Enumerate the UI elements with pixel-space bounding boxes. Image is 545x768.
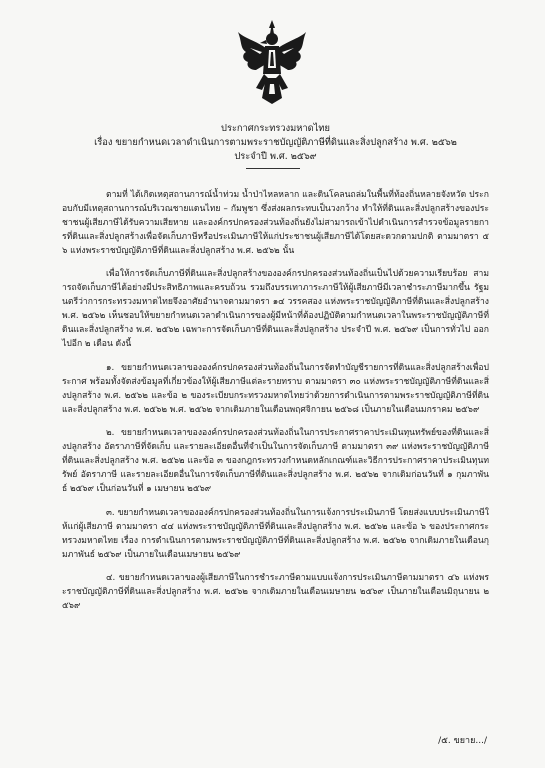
- subject-line: เรื่อง ขยายกำหนดเวลาดำเนินการตามพระราชบัญญัติภาษีที่ดินและสิ่งปลูกสร้าง พ.ศ. ๒๕๖๒: [94, 137, 457, 148]
- paragraph-item-1: ๑. ขยายกำหนดเวลาขององค์กรปกครองส่วนท้องถิ่นในการจัดทำบัญชีรายการที่ดินและสิ่งปลูกสร้างเพื่อประกาศ พร้อมทั้งจัดส่งข้อมูลที่เกี่ยวข้องให้ผู้เสียภาษีแต่ละรายทราบ ตามมาตรา ๓๐ แห่งพระราชบัญญัติภาษีที่ดินและสิ่งปลูกสร้าง พ.ศ. ๒๕๖๒ และข้อ ๒ ของระเบียบกระทรวงมหาดไทยว่าด้วยการดำเนินการตามพระราชบัญญัติภาษีที่ดินและสิ่งปลูกสร้าง พ.ศ. ๒๕๖๒ พ.ศ. ๒๕๖๒ จากเดิมภายในเดือนพฤศจิกายน ๒๕๖๘ เป็นภายในเดือนมกราคม ๒๕๖๙: [62, 362, 489, 415]
- announcement-body: [62, 188, 489, 622]
- org-title: ประกาศกระทรวงมหาดไทย: [221, 123, 330, 134]
- page-continuation: /๕. ขยาย.../: [438, 736, 487, 746]
- garuda-emblem-icon: [236, 18, 308, 104]
- paragraph-item-3: ๓. ขยายกำหนดเวลาขององค์กรปกครองส่วนท้องถิ่นในการแจ้งการประเมินภาษี โดยส่งแบบประเมินภาษีให้แก่ผู้เสียภาษี ตามมาตรา ๔๔ แห่งพระราชบัญญัติภาษีที่ดินและสิ่งปลูกสร้าง พ.ศ. ๒๕๖๒ และข้อ ๖ ของประกาศกระทรวงมหาดไทย เรื่อง การดำเนินการตามพระราชบัญญัติภาษีที่ดินและสิ่งปลูกสร้าง พ.ศ. ๒๕๖๒ จากเดิมภายในเดือนกุมภาพันธ์ ๒๕๖๙ เป็นภายในเดือนเมษายน ๒๕๖๙: [62, 507, 489, 560]
- paragraph-item-2: ๒. ขยายกำหนดเวลาขององค์กรปกครองส่วนท้องถิ่นในการประกาศราคาประเมินทุนทรัพย์ของที่ดินและสิ่งปลูกสร้าง อัตราภาษีที่จัดเก็บ และรายละเอียดอื่นที่จำเป็นในการจัดเก็บภาษี ตามมาตรา ๓๙ แห่งพระราชบัญญัติภาษีที่ดินและสิ่งปลูกสร้าง พ.ศ. ๒๕๖๒ และข้อ ๓ ของกฎกระทรวงกำหนดหลักเกณฑ์และวิธีการประกาศราคาประเมินทุนทรัพย์ อัตราภาษี และรายละเอียดอื่นในการจัดเก็บภาษีที่ดินและสิ่งปลูกสร้าง พ.ศ. ๒๕๖๒ จากเดิมก่อนวันที่ ๑ กุมภาพันธ์ ๒๕๖๙ เป็นก่อนวันที่ ๑ เมษายน ๒๕๖๙: [62, 428, 489, 495]
- paragraph-purpose: เพื่อให้การจัดเก็บภาษีที่ดินและสิ่งปลูกสร้างขององค์กรปกครองส่วนท้องถิ่นเป็นไปด้วยความเรียบร้อย สามารถจัดเก็บภาษีได้อย่างมีประสิทธิภาพและครบถ้วน รวมถึงบรรเทาภาระภาษีให้ผู้เสียภาษีมีเวลาชำระภาษีมากขึ้น รัฐมนตรีว่าการกระทรวงมหาดไทยจึงอาศัยอำนาจตามมาตรา ๑๔ วรรคสอง แห่งพระราชบัญญัติภาษีที่ดินและสิ่งปลูกสร้าง พ.ศ. ๒๕๖๒ เห็นชอบให้ขยายกำหนดเวลาดำเนินการของผู้มีหน้าที่ต้องปฏิบัติตามกำหนดเวลาในพระราชบัญญัติภาษีที่ดินและสิ่งปลูกสร้าง พ.ศ. ๒๕๖๒ เฉพาะการจัดเก็บภาษีที่ดินและสิ่งปลูกสร้าง ประจำปี พ.ศ. ๒๕๖๙ เป็นการทั่วไป ออกไปอีก ๒ เดือน ดังนี้: [62, 269, 489, 350]
- announcement-header: [62, 122, 489, 164]
- paragraph-item-4: ๔. ขยายกำหนดเวลาของผู้เสียภาษีในการชำระภาษีตามแบบแจ้งการประเมินภาษีตามมาตรา ๔๖ แห่งพระราชบัญญัติภาษีที่ดินและสิ่งปลูกสร้าง พ.ศ. ๒๕๖๒ จากเดิมภายในเดือนเมษายน ๒๕๖๙ เป็นภายในเดือนมิถุนายน ๒๕๖๙: [62, 572, 489, 611]
- paragraph-intro: ตามที่ ได้เกิดเหตุสถานการณ์น้ำท่วม น้ำป่าไหลหลาก และดินโคลนถล่มในพื้นที่ท้องถิ่นหลายจังหวัด ประกอบกับมีเหตุสถานการณ์บริเวณชายแดนไทย – กัมพูชา ซึ่งส่งผลกระทบเป็นวงกว้าง ทำให้ที่ดินและสิ่งปลูกสร้างของประชาชนผู้เสียภาษีได้รับความเสียหาย และองค์กรปกครองส่วนท้องถิ่นยังไม่สามารถเข้าไปดำเนินการสำรวจข้อมูลรายการที่ดินและสิ่งปลูกสร้างเพื่อจัดเก็บภาษีหรือประเมินภาษีให้แก่ประชาชนผู้เสียภาษีได้โดยสะดวกตามปกติ ตามมาตรา ๕๖ แห่งพระราชบัญญัติภาษีที่ดินและสิ่งปลูกสร้าง พ.ศ. ๒๕๖๒ นั้น: [62, 190, 489, 256]
- header-divider: [246, 168, 300, 169]
- date-line: ประจำปี พ.ศ. ๒๕๖๙: [234, 151, 317, 162]
